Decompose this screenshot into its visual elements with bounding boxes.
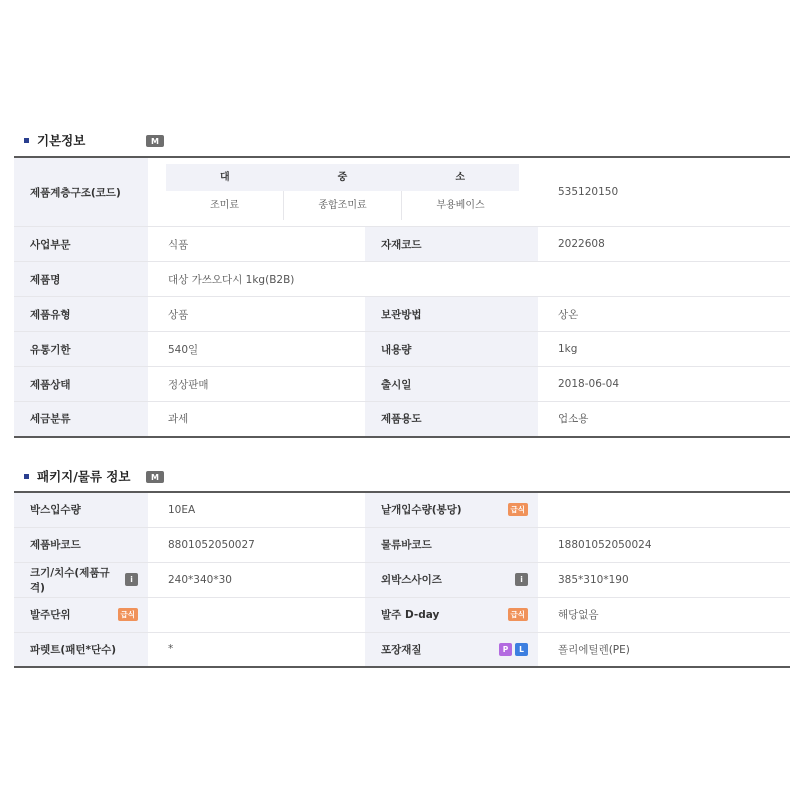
field-label: 파렛트(패턴*단수) — [14, 632, 148, 667]
field-value: 2022608 — [538, 227, 790, 262]
field-label: 출시일 — [365, 367, 538, 402]
field-label: 발주단위 — [30, 609, 71, 621]
field-label: 포장재질 — [381, 643, 422, 656]
structure-header-large: 대 — [220, 172, 230, 183]
field-value: 8801052050027 — [148, 527, 365, 562]
structure-cell — [148, 157, 538, 227]
meal-service-badge: 급식 — [508, 608, 529, 621]
table-row — [14, 527, 790, 562]
field-value: 상온 — [538, 297, 790, 332]
field-label-cell — [365, 597, 538, 632]
field-label: 유통기한 — [14, 332, 148, 367]
package-info-section-title — [24, 466, 130, 486]
field-value: 식품 — [148, 227, 365, 262]
field-value: 10EA — [148, 492, 365, 527]
structure-value-small: 부용베이스 — [436, 200, 485, 211]
product-name-value: 대상 가쓰오다시 1kg(B2B) — [148, 262, 790, 297]
field-label: 제품유형 — [14, 297, 148, 332]
field-value: 해당없음 — [538, 597, 790, 632]
table-row — [14, 227, 790, 262]
field-value: 상품 — [148, 297, 365, 332]
field-value: 폴리에틸렌(PE) — [538, 632, 790, 667]
field-value: 정상판매 — [148, 367, 365, 402]
mandatory-badge: M — [146, 135, 164, 147]
table-row — [14, 402, 790, 437]
section-bullet-icon — [24, 138, 29, 143]
field-value: 18801052050024 — [538, 527, 790, 562]
field-value: 과세 — [148, 402, 365, 437]
structure-header-medium: 중 — [337, 172, 348, 183]
field-label: 크기/치수(제품규격) — [30, 566, 110, 594]
table-row — [14, 332, 790, 367]
table-row — [14, 597, 790, 632]
field-label: 제품용도 — [365, 402, 538, 437]
structure-label: 제품계층구조(코드) — [14, 157, 148, 227]
field-label: 박스입수량 — [14, 492, 148, 527]
section-title-text: 기본정보 — [37, 133, 86, 148]
table-row — [14, 492, 790, 527]
info-icon[interactable]: i — [125, 573, 138, 586]
table-row — [14, 632, 790, 667]
structure-values — [166, 191, 519, 220]
structure-header-small: 소 — [455, 172, 466, 183]
field-value — [148, 597, 365, 632]
mandatory-badge: M — [146, 471, 164, 483]
structure-value-large: 조미료 — [166, 191, 284, 220]
field-label: 자재코드 — [365, 227, 538, 262]
section-title-text: 패키지/물류 정보 — [37, 469, 131, 484]
field-label-cell — [365, 632, 538, 667]
basic-info-table — [14, 156, 790, 438]
structure-header — [166, 164, 519, 191]
field-label: 보관방법 — [365, 297, 538, 332]
table-row — [14, 367, 790, 402]
table-row — [14, 562, 790, 597]
field-label: 발주 D-day — [381, 609, 440, 621]
structure-value-medium: 종합조미료 — [284, 191, 402, 220]
field-value — [538, 492, 790, 527]
table-row — [14, 157, 790, 227]
field-label: 외박스사이즈 — [381, 574, 442, 586]
field-label: 제품명 — [14, 262, 148, 297]
basic-info-section-title — [24, 130, 85, 150]
structure-grid — [166, 158, 538, 226]
field-value: 385*310*190 — [538, 562, 790, 597]
l-badge: L — [515, 643, 528, 656]
field-value: 업소용 — [538, 402, 790, 437]
field-value: 540일 — [148, 332, 365, 367]
field-label: 물류바코드 — [365, 527, 538, 562]
field-label: 제품상태 — [14, 367, 148, 402]
field-value: 2018-06-04 — [538, 367, 790, 402]
field-value: * — [148, 632, 365, 667]
table-row — [14, 262, 790, 297]
info-icon[interactable]: i — [515, 573, 528, 586]
field-label: 내용량 — [365, 332, 538, 367]
field-label: 세금분류 — [14, 402, 148, 437]
field-label: 제품바코드 — [14, 527, 148, 562]
package-info-table — [14, 491, 790, 668]
field-label-cell — [365, 492, 538, 527]
field-label-cell — [365, 562, 538, 597]
field-label: 사업부문 — [14, 227, 148, 262]
field-label-cell — [14, 597, 148, 632]
meal-service-badge: 급식 — [508, 503, 529, 516]
structure-code: 535120150 — [538, 157, 790, 227]
meal-service-badge: 급식 — [118, 608, 139, 621]
field-label: 낱개입수량(봉당) — [381, 504, 462, 517]
section-bullet-icon — [24, 474, 29, 479]
p-badge: P — [499, 643, 512, 656]
field-label-cell — [14, 562, 148, 597]
table-row — [14, 297, 790, 332]
field-value: 1kg — [538, 332, 790, 367]
field-value: 240*340*30 — [148, 562, 365, 597]
